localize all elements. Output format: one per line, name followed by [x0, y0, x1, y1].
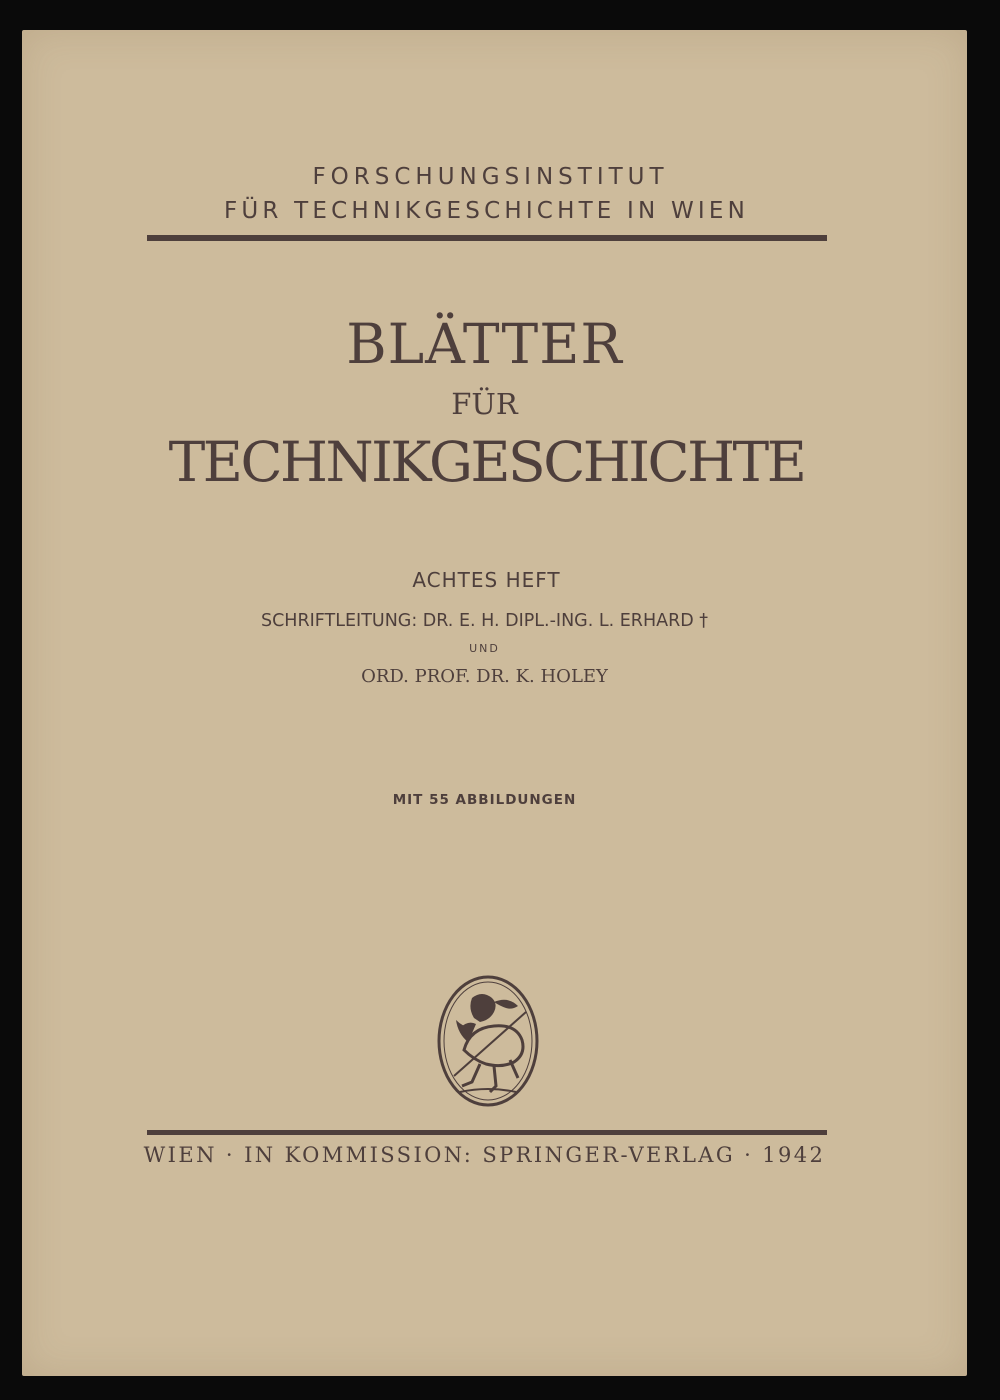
title-line1: BLÄTTER	[346, 312, 623, 376]
springer-knight-emblem-icon	[434, 972, 542, 1110]
issue-label: ACHTES HEFT	[412, 568, 561, 592]
title-line3: TECHNIKGESCHICHTE	[168, 430, 805, 494]
institute-name-line1: FORSCHUNGSINSTITUT	[312, 164, 669, 190]
institute-name-line2: FÜR TECHNIKGESCHICHTE IN WIEN	[223, 198, 750, 224]
editors-conjunction: UND	[469, 642, 500, 655]
title-line2: FÜR	[451, 387, 518, 421]
book-cover	[22, 30, 967, 1376]
illustrations-note: MIT 55 ABBILDUNGEN	[392, 792, 577, 808]
bottom-divider	[147, 1130, 827, 1135]
editors-line2: ORD. PROF. DR. K. HOLEY	[361, 666, 608, 687]
publisher-line: WIEN · IN KOMMISSION: SPRINGER-VERLAG · 1942	[143, 1143, 826, 1167]
top-divider	[147, 235, 827, 241]
editors-line1: SCHRIFTLEITUNG: DR. E. H. DIPL.-ING. L. ERHARD †	[260, 611, 709, 631]
